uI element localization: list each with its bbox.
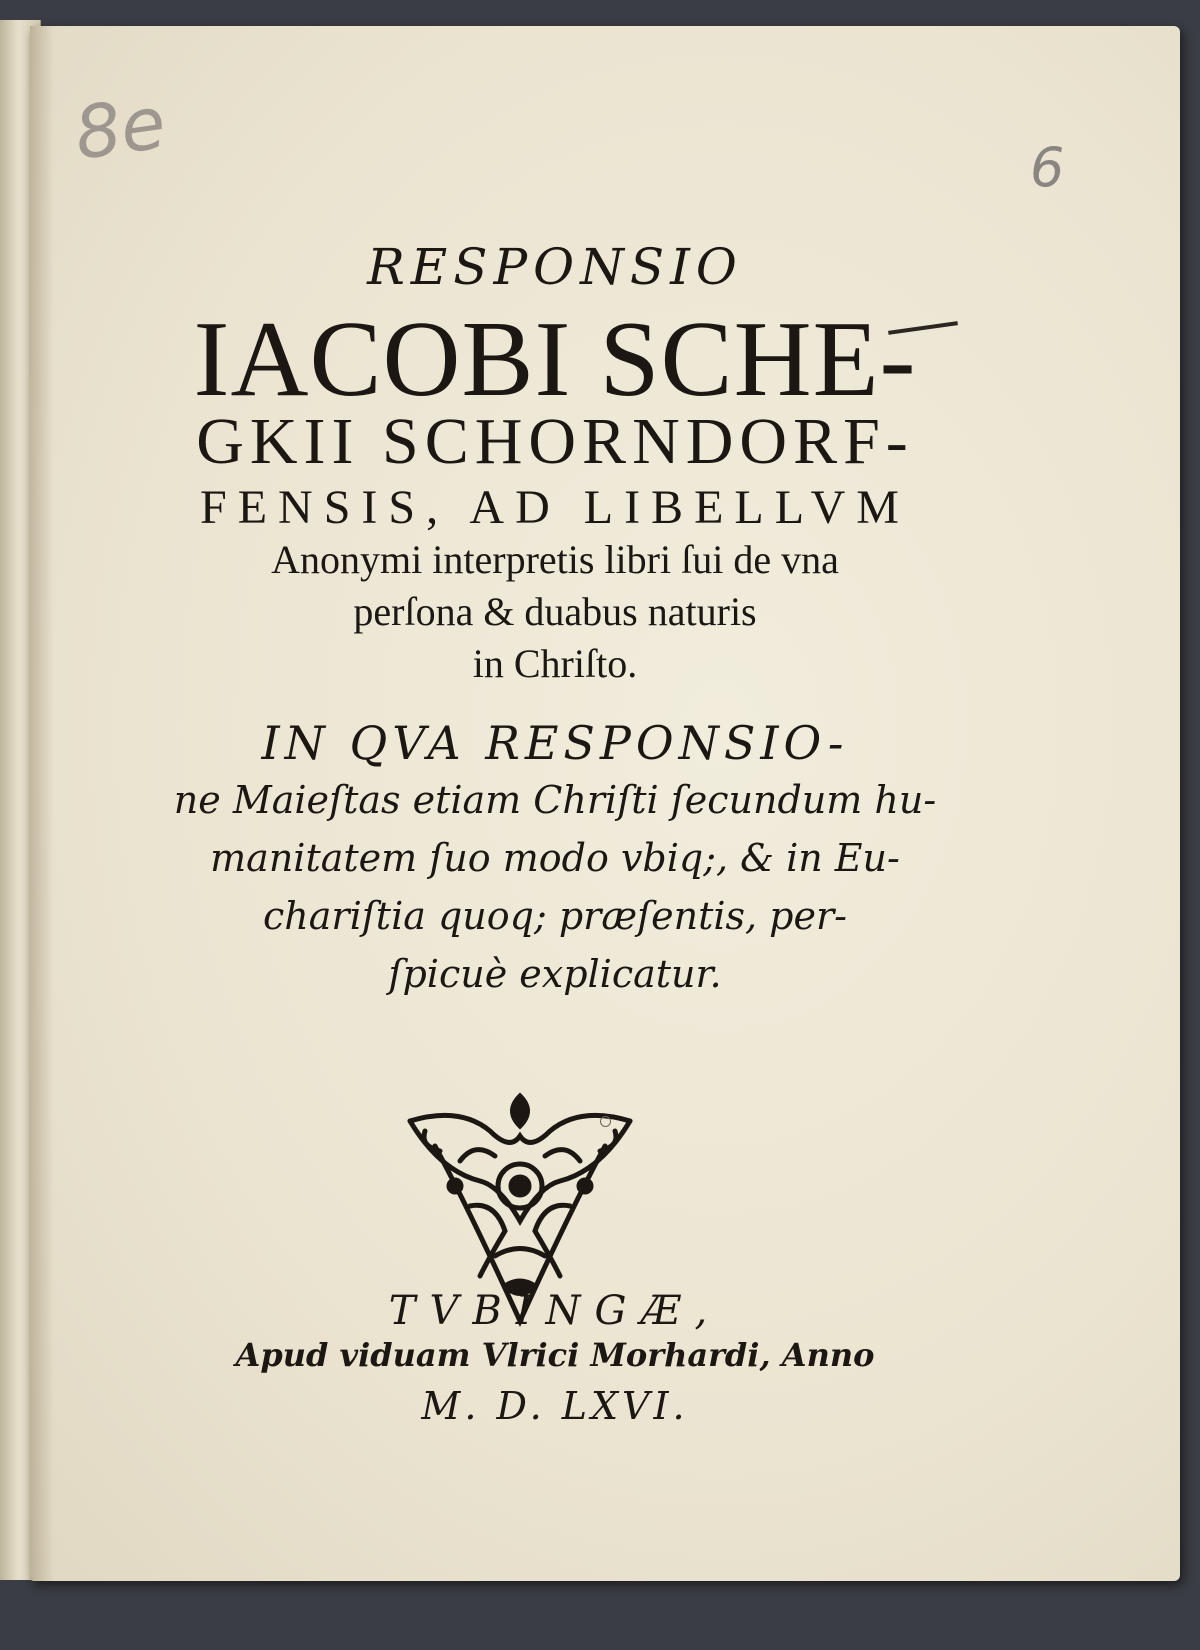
imprint-printer: Apud viduam Vlrici Morhardi, Anno: [235, 1336, 875, 1374]
title-line-author-3: FENSIS, AD LIBELLVM: [200, 481, 910, 534]
subtitle-line-4: chariſtia quoq; præſentis, per-: [263, 894, 847, 938]
title-line-author-1: IACOBI SCHE-: [193, 300, 917, 419]
paper-speck: [600, 1116, 611, 1127]
pencil-shelfmark: 8e: [69, 80, 171, 176]
title-line-work-2: perſona & duabus naturis: [353, 589, 757, 634]
title-line-work-3: in Chriſto.: [472, 641, 638, 686]
title-line-author-2: GKII SCHORNDORF-: [196, 405, 914, 478]
subtitle-line-5: ſpicuè explicatur.: [388, 952, 722, 996]
subtitle-line-3: manitatem ſuo modo vbiq;, & in Eu-: [210, 836, 900, 880]
pencil-folio-number: 6: [1030, 136, 1065, 199]
subtitle-line-2: ne Maieſtas etiam Chriſti ſecundum hu-: [173, 778, 937, 822]
subtitle-line-1: IN QVA RESPONSIO-: [261, 716, 849, 770]
title-page: [30, 26, 1180, 1581]
title-line-work-1: Anonymi interpretis libri ſui de vna: [271, 537, 839, 582]
imprint-date: M. D. LXVI.: [421, 1384, 689, 1428]
imprint-place: TVBINGÆ,: [388, 1288, 722, 1334]
title-line-responsio: RESPONSIO: [367, 238, 743, 296]
